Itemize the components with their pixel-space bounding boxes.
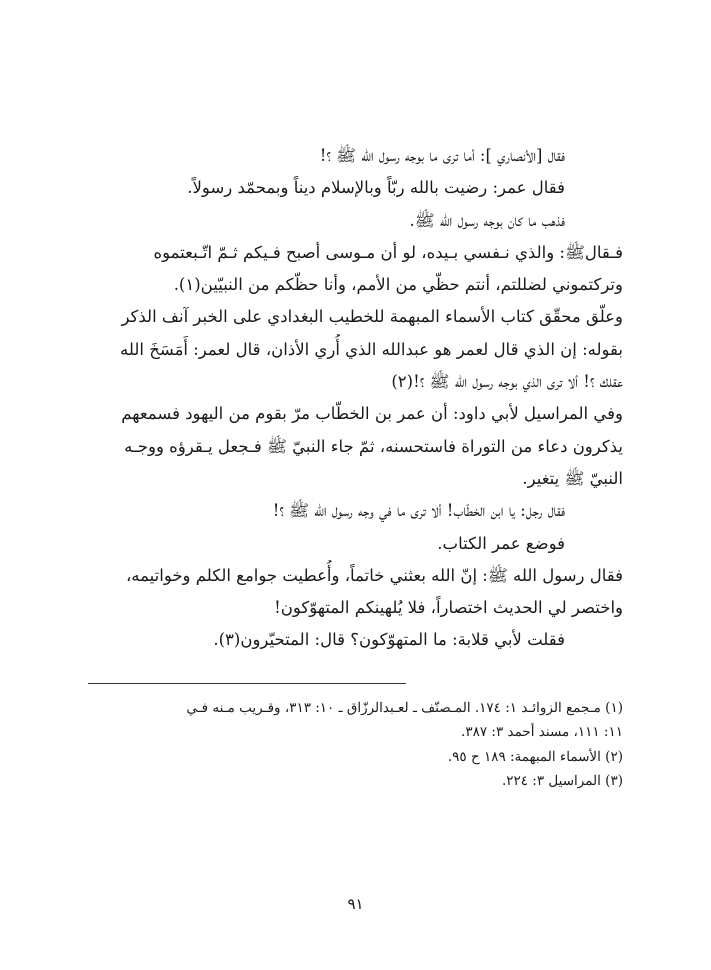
- text-line: بقوله: إن الذي قال لعمر هو عبدالله الذي أُري الأذان، قال لعمر: أَمَسَخَ الله: [120, 339, 623, 359]
- text-line: عقلك ؟! ألا ترى الذي بوجه رسول الله ﷺ ؟!(٢): [391, 372, 623, 392]
- text-line: فقال رجل: يا ابن الخطّاب! ألا ترى ما في وجه رسول الله ﷺ ؟!: [272, 501, 565, 521]
- text-line: واختصر لي الحديث اختصاراً، فلا يُلهينكم المتهوّكون!: [274, 598, 623, 618]
- footnote-line: (٣) المراسيل ٣: ٢٢٤.: [501, 773, 623, 790]
- text-line: فوضع عمر الكتاب.: [437, 533, 565, 553]
- text-line: فقلت لأبي قلابة: ما المتهوّكون؟ قال: المتحيّرون(٣).: [213, 630, 565, 650]
- text-line: يذكرون دعاء من التوراة فاستحسنه، ثمّ جاء النبيّ ﷺ فـجعل يـقرؤه ووجـه: [124, 436, 623, 456]
- text-line: فقال عمر: رضيت بالله ربّاً وبالإسلام ديناً وبمحمّد رسولاً.: [187, 178, 565, 198]
- text-line: فذهب ما كان بوجه رسول الله ﷺ.: [409, 210, 565, 230]
- text-line: فـقالﷺ: والذي نـفسي بـيده، لو أن مـوسى أصبح فـيكم ثـمّ اتّـبعتموه: [153, 242, 623, 262]
- text-line: فقال [الأنصاري ]: أما ترى ما بوجه رسول الله ﷺ ؟!: [319, 146, 565, 165]
- text-line: وتركتموني لضللتم، أنتم حظّي من الأمم، وأنا حظّكم من النبيّين(١).: [173, 275, 623, 295]
- text-line: النبيّ ﷺ يتغير.: [522, 468, 623, 488]
- footnote-line: ١١: ١١١، مسند أحمد ٣: ٣٨٧.: [461, 724, 623, 741]
- text-line: فقال رسول الله ﷺ: إنّ الله بعثني خاتماً، وأُعطيت جوامع الكلم وخواتيمه،: [125, 565, 623, 585]
- text-line: وعلّق محقّق كتاب الأسماء المبهمة للخطيب البغدادي على الخبر آنف الذكر: [121, 307, 623, 327]
- footnote-line: (١) مـجمع الزوائـد ١: ١٧٤. المـصنّف ـ لعـبدالرزّاق ـ ١٠: ٣١٣، وقـريب مـنه فـي: [186, 699, 623, 716]
- footnote-line: (٢) الأسماء المبهمة: ١٨٩ ح ٩٥.: [447, 748, 623, 765]
- body-text: [88, 140, 623, 657]
- page-number: ٩١: [347, 895, 364, 913]
- text-line: وفي المراسيل لأبي داود: أن عمر بن الخطّاب مرّ بقوم من اليهود فسمعهم: [121, 404, 623, 424]
- footnote-divider: [88, 683, 406, 684]
- footnotes: [88, 696, 623, 794]
